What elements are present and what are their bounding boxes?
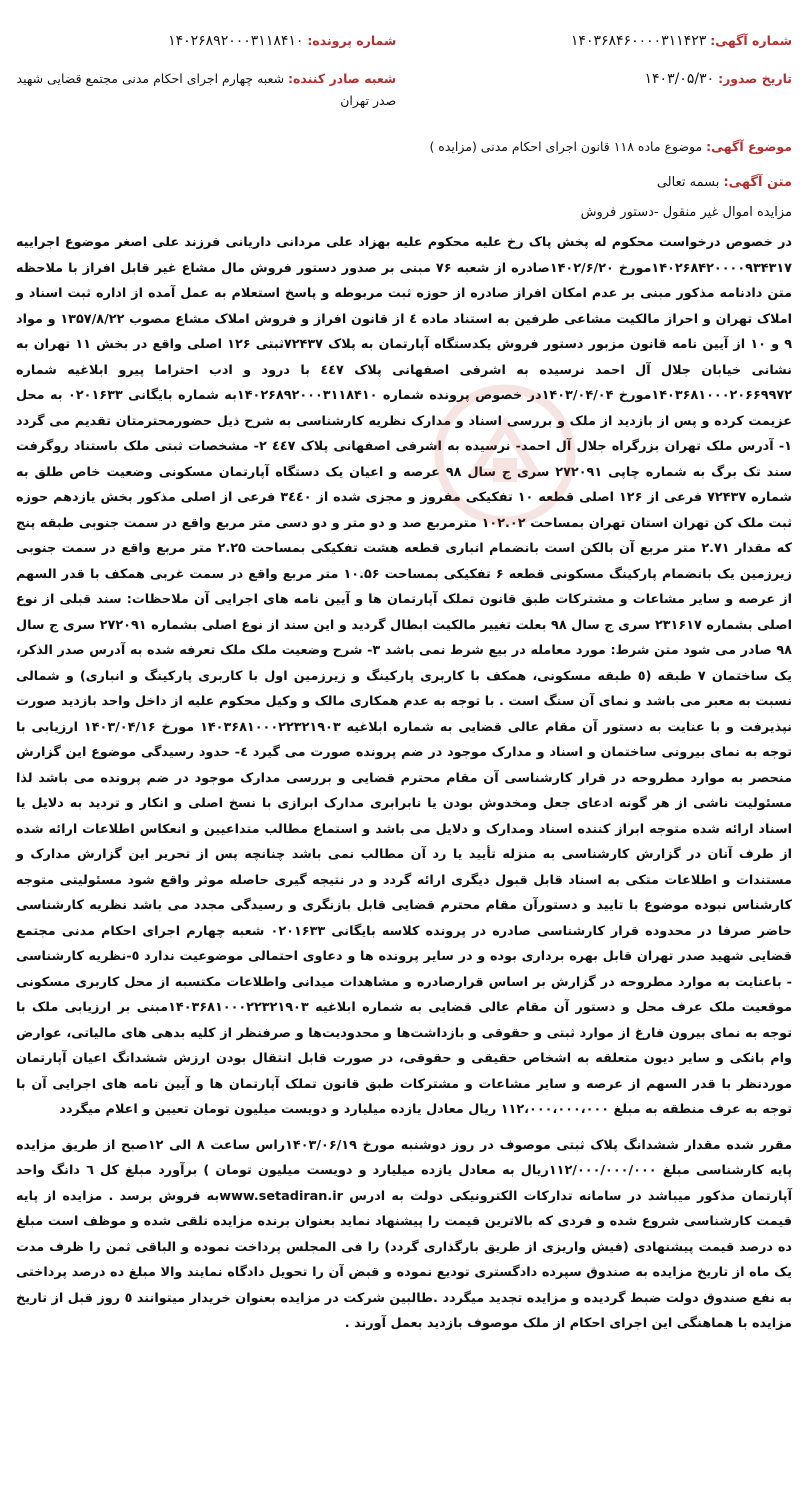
case-number-label: شماره پرونده: bbox=[307, 33, 397, 48]
case-number-value: ۱۴۰۲۶۸۹۲۰۰۰۳۱۱۸۴۱۰ bbox=[168, 33, 304, 49]
header-right-column bbox=[412, 30, 792, 112]
subject-line bbox=[16, 136, 792, 158]
paragraph-2-start: مقرر شده مقدار ششدانگ پلاک ثبتی موصوف در روز دوشنبه مورخ ۱۴۰۳/۰۶/۱۹راس ساعت ۸ الی ۱۲صبح از طریق مزایده پایه کارشناسی مبلغ ۱۱۲/۰۰۰/۰۰۰/۰۰۰ریال به معادل یازده میلیارد و دویست میلیون تومان ) برآورد مبلغ کل ٦ دانگ واحد آپارتمان مذکور میباشد در سامانه تدارکات الکترونیکی دولت به ادرس bbox=[16, 1137, 792, 1204]
issue-date-field bbox=[412, 68, 792, 90]
case-number-field bbox=[16, 30, 396, 52]
text-heading-label: متن آگهی: bbox=[723, 175, 792, 190]
issuer-field bbox=[16, 68, 396, 112]
text-heading-value: بسمه تعالی bbox=[656, 175, 720, 190]
header-left-column bbox=[16, 30, 396, 112]
notice-body-paragraph-2 bbox=[16, 1133, 792, 1337]
issue-date-label: تاریخ صدور: bbox=[718, 71, 792, 86]
paragraph-2-end: به فروش برسد . مزایده از پایه قیمت کارشناسی شروع شده و فردی که بالاترین قیمت را پیشنهاد نماید بعنوان برنده مزایده تلقی شده و موظف است مبلغ ده درصد قیمت پیشنهادی (فیش واریزی از طریق بارگذاری گردد) را فی المجلس پرداخت نموده و الباقی ثمن را ظرف مدت یک ماه از تاریخ مزایده به صندوق سپرده دادگستری تودیع نموده و قبض آن را تحویل دادگاه نمایند والا مبلغ ده درصد پرداختی به نفع صندوق دولت ضبط گردیده و مزایده تجدید میگردد .طالبین شرکت در مزایده بعنوان خریدار میتوانند ٥ روز قبل از تاریخ مزایده با هماهنگی این اجرای احکام از ملک موصوف بازدید بعمل آورند . bbox=[16, 1188, 792, 1331]
issuer-value: شعبه چهارم اجرای احکام مدنی مجتمع قضایی شهید صدر تهران bbox=[16, 71, 397, 108]
ad-number-label: شماره آگهی: bbox=[710, 33, 792, 48]
issuer-label: شعبه صادر کننده: bbox=[288, 71, 397, 86]
ad-number-field bbox=[412, 30, 792, 52]
subject-value: موضوع ماده ۱۱۸ قانون اجرای احکام مدنی (مزایده ) bbox=[429, 139, 703, 154]
auction-title: مزایده اموال غیر منقول -دستور فروش bbox=[580, 205, 792, 220]
setadiran-website: www.setadiran.ir bbox=[219, 1188, 343, 1204]
notice-body-paragraph-1: در خصوص درخواست محکوم له پخش پاک رخ علیه محکوم علیه بهزاد علی مردانی داریانی فرزند علی اصغر موضوع اجراییه ۱۴۰۲۶۸۴۲۰۰۰۰۹۳۴۳۱۷مورخ ۱۴۰۲/۶/۲۰صادره از شعبه ۷۶ مبنی بر صدور دستور فروش مال مشاع غیر قابل افراز با ملاحظه متن دادنامه مذکور مبنی بر عدم امکان افراز صادره از حوزه ثبت مربوطه و پاسخ استعلام به عمل آمده از اداره ثبت اسناد و املاک تهران و احراز مالکیت مشاعی طرفین به استناد ماده ٤ از قانون افراز و فروش املاک مشاع مصوب ۱۳۵۷/۸/۲۲ و مواد ۹ و ۱۰ از آیین نامه قانون مزبور دستور فروش یکدستگاه آپارتمان به پلاک ۷۲۴۳۷ثبتی ۱۲۶ اصلی واقع در بخش ۱۱ تهران به نشانی خیابان جلال آل احمد نرسیده به اشرفی اصفهانی پلاک ٤٤٧ با درود و ادب احتراما پیرو ابلاغیه شماره ۱۴۰۳۶۸۱۰۰۰۲۰۶۶۹۹۷۲مورخ ۱۴۰۳/۰۴/۰۴در خصوص پرونده شماره ۱۴۰۲۶۸۹۲۰۰۰۳۱۱۸۴۱۰به شماره بایگانی ۰۲۰۱۶۳۳ به محل عزیمت کرده و پس از بازدید از ملک و بررسی اسناد و مدارک نظریه کارشناسی به شرح ذیل حضورمحترمتان تقدیم می گردد ۱- آدرس ملک تهران بزرگراه جلال آل احمد- نرسیده به اشرفی اصفهانی پلاک ٤٤٧ ۲- مشخصات ثبتی ملک باستناد روگرفت سند تک برگ به شماره چاپی ۲۷۲۰۹۱ سری ج سال ۹۸ عرصه و اعیان یک دستگاه آپارتمان مسکونی وضعیت خاص طلق به شماره ۷۲۴۳۷ فرعی از ۱۲۶ اصلی قطعه ۱۰ تفکیکی مفروز و مجزی شده از ۳٤٤۰ فرعی از اصلی مذکور بخش یازدهم حوزه ثبت ملک کن تهران استان تهران بمساحت ۱۰۲.۰۲ مترمربع صد و دو متر و دو دسی متر مربع واقع در سمت جنوبی طبقه پنج که مقدار ۲.۷۱ متر مربع آن بالکن است بانضمام انباری قطعه هشت تفکیکی بمساحت ۲.۲۵ متر مربع واقع در سمت جنوبی زیرزمین یک بانضمام پارکینگ مسکونی قطعه ۶ تفکیکی بمساحت ۱۰.۵۶ متر مربع واقع در سمت غربی همکف با قدر السهم از عرصه و سایر مشاعات و مشترکات طبق قانون تملک آپارتمان ها و آیین نامه های اجرایی آن ملاحظات: سند قبلی از نوع اصلی بشماره ۲۳۱۶۱۷ سری ج سال ۹۸ بعلت تغییر مالکیت ابطال گردید و این سند از نوع اصلی بشماره ۲۷۲۰۹۱ سری ج سال ۹۸ صادر می شود متن شرط: مورد معامله در بیع شرط نمی باشد ۳- شرح وضعیت ملک ملک تعرفه شده به آدرس صدر الذکر، یک ساختمان ۷ طبقه (٥ طبقه مسکونی، همکف با کاربری پارکینگ و زیرزمین اول با کاربری پارکینگ و انباری) و شمالی نسبت به معبر می باشد و نمای آن سنگ است . با توجه به عدم همکاری مالک و وکیل محکوم علیه از داخل واحد بازدید صورت نپذیرفت و با عنایت به دستور آن مقام عالی قضایی به شماره ابلاغیه ۱۴۰۳۶۸۱۰۰۰۲۲۳۲۱۹۰۳ مورخ ۱۴۰۳/۰۴/۱۶ ارزیابی با توجه به نمای بیرونی ساختمان و اسناد و مدارک موجود در ضم پرونده صورت می گیرد ٤- حدود رسیدگی موضوع این گزارش منحصر به موارد مطروحه در قرار کارشناسی آن مقام محترم قضایی و بررسی مدارک موجود در ضم پرونده می باشد لذا مسئولیت ناشی از هر گونه ادعای جعل ومخدوش بودن یا نابرابری مدارک ابرازی با نسخ اصلی و انکار و تردید به دلایل یا اسناد ارائه شده متوجه ابراز کننده اسناد ومدارک و دلایل می باشد و استماع مطالب متداعیین و انعکاس اطلاعات ارائه شده از طرف آنان در گزارش کارشناسی به منزله تأیید یا رد آن مطالب نمی باشد چنانچه پس از تحریر این گزارش مدارک و مستندات و اطلاعات متکی به اسناد قابل قبول دیگری ارائه گردد و در نتیجه گیری حاصله موثر واقع شود مسئولیتی متوجه کارشناس نبوده موضوع با تایید و دستورآن مقام محترم قضایی قابل بازنگری و رسیدگی مجدد می باشد نظریه کارشناسی حاضر صرفا در محدوده قرار کارشناسی صادره در پرونده کلاسه بایگانی ۰۲۰۱۶۳۳ شعبه چهارم اجرای احکام مدنی مجتمع قضایی شهید صدر تهران قابل بهره برداری بوده و در سایر پرونده ها و دعاوی احتمالی موضوعیت ندارد ٥-نظریه کارشناسی - باعنایت به موارد مطروحه در گزارش بر اساس قرارصادره و مشاهدات میدانی واطلاعات مکتسبه از محل کاربری مسکونی موقعیت ملک عرف محل و دستور آن مقام عالی قضایی به شماره ابلاغیه ۱۴۰۳۶۸۱۰۰۰۲۲۳۲۱۹۰۳مبنی بر ارزیابی ملک با توجه به نمای بیرون فارغ از موارد ثبتی و حقوقی و بازداشت‌ها و محدودیت‌ها و صرفنظر از کلیه بدهی های مالیاتی، عوارض وام بانکی و سایر دیون متعلقه به اشخاص حقیقی و حقوقی، در صورت قابل انتقال بودن ارزش ششدانگ اعیان آپارتمان موردنظر با قدر السهم از عرصه و سایر مشاعات و مشترکات طبق قانون تملک آپارتمان ها و آیین نامه های اجرایی آن با توجه به عرف منطقه به مبلغ ۱۱۲،۰۰۰،۰۰۰،۰۰۰ ریال معادل یازده میلیارد و دویست میلیون تومان تعیین و اعلام میگردد bbox=[16, 235, 793, 1117]
subject-label: موضوع آگهی: bbox=[706, 139, 792, 154]
text-heading bbox=[16, 172, 792, 194]
notice-header bbox=[16, 30, 792, 112]
ad-number-value: ۱۴۰۳۶۸۴۶۰۰۰۰۳۱۱۴۲۳ bbox=[570, 33, 707, 49]
issue-date-value: ۱۴۰۳/۰۵/۳۰ bbox=[644, 71, 715, 87]
